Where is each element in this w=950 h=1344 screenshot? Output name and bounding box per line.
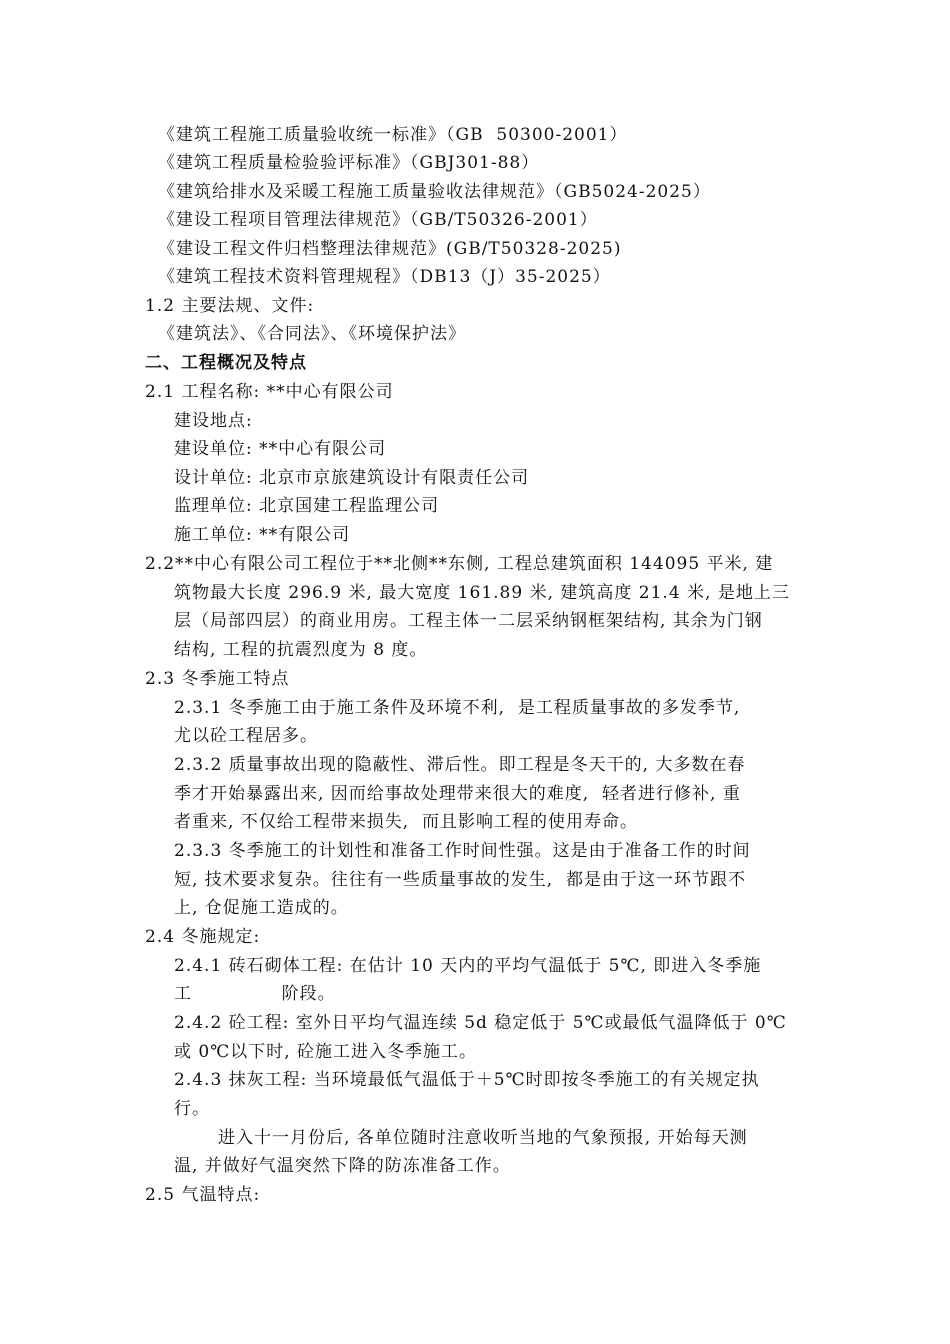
standard-item: 《建筑工程施工质量验收统一标准》（GB 50300-2001） — [158, 125, 628, 145]
standard-item: 《建筑工程质量检验验评标准》（GBJ301-88） — [158, 153, 540, 173]
paragraph-line: 季才开始暴露出来, 因而给事故处理带来很大的难度, 轻者进行修补, 重 — [174, 784, 741, 804]
project-contractor: 施工单位: **有限公司 — [174, 525, 351, 545]
paragraph-line: 2.4.2 砼工程: 室外日平均气温连续 5d 稳定低于 5℃或最低气温降低于 0℃ — [174, 1013, 787, 1033]
paragraph-line: 2.3.3 冬季施工的计划性和准备工作时间性强。这是由于准备工作的时间 — [174, 841, 751, 861]
standard-item: 《建筑给排水及采暖工程施工质量验收法律规范》（GB5024-2025） — [158, 182, 711, 202]
standard-item: 《建筑工程技术资料管理规程》（DB13（J）35-2025） — [158, 267, 611, 287]
paragraph-line: 2.3.2 质量事故出现的隐蔽性、滞后性。即工程是冬天干的, 大多数在春 — [174, 755, 746, 775]
standard-item: 《建设工程文件归档整理法律规范》(GB/T50328-2025) — [158, 239, 622, 259]
laws-list: 《建筑法》、《合同法》、《环境保护法》 — [158, 324, 466, 344]
paragraph-line: 2.3.1 冬季施工由于施工条件及环境不利, 是工程质量事故的多发季节, — [174, 698, 741, 718]
paragraph-line: 上, 仓促施工造成的。 — [174, 898, 349, 918]
paragraph-line: 或 0℃以下时, 砼施工进入冬季施工。 — [174, 1042, 478, 1062]
paragraph-line: 2.2**中心有限公司工程位于**北侧**东侧, 工程总建筑面积 144095 平米, 建 — [145, 554, 774, 574]
paragraph-line: 2.4.3 抹灰工程: 当环境最低气温低于＋5℃时即按冬季施工的有关规定执 — [174, 1070, 760, 1090]
paragraph-line: 温, 并做好气温突然下降的防冻准备工作。 — [174, 1156, 511, 1176]
paragraph-line: 尤以砼工程居多。 — [174, 726, 318, 746]
paragraph-line: 结构, 工程的抗震烈度为 8 度。 — [174, 640, 428, 660]
paragraph-line: 工 阶段。 — [174, 984, 336, 1004]
paragraph-line: 层（局部四层）的商业用房。工程主体一二层采纳钢框架结构, 其余为门钢 — [174, 611, 763, 631]
chapter-heading: 二、工程概况及特点 — [145, 353, 307, 373]
project-supervisor: 监理单位: 北京国建工程监理公司 — [174, 496, 440, 516]
paragraph-line: 筑物最大长度 296.9 米, 最大宽度 161.89 米, 建筑高度 21.4 米, 是地上三 — [174, 583, 790, 603]
section-heading: 2.4 冬施规定: — [145, 927, 261, 947]
project-site: 建设地点: — [174, 411, 253, 431]
paragraph-line: 短, 技术要求复杂。往往有一些质量事故的发生, 都是由于这一环节跟不 — [174, 870, 747, 890]
paragraph-line: 进入十一月份后, 各单位随时注意收听当地的气象预报, 开始每天测 — [218, 1128, 748, 1148]
paragraph-line: 行。 — [174, 1099, 210, 1119]
section-heading: 2.5 气温特点: — [145, 1185, 261, 1205]
project-designer: 设计单位: 北京市京旅建筑设计有限责任公司 — [174, 468, 530, 488]
paragraph-line: 者重来, 不仅给工程带来损失, 而且影响工程的使用寿命。 — [174, 812, 639, 832]
project-owner: 建设单位: **中心有限公司 — [174, 439, 387, 459]
section-heading: 2.3 冬季施工特点 — [145, 669, 290, 689]
section-heading: 1.2 主要法规、文件: — [145, 296, 315, 316]
paragraph-line: 2.4.1 砖石砌体工程: 在估计 10 天内的平均气温低于 5℃, 即进入冬季施 — [174, 956, 762, 976]
standard-item: 《建设工程项目管理法律规范》（GB/T50326-2001） — [158, 210, 598, 230]
project-name: 2.1 工程名称: **中心有限公司 — [145, 382, 394, 402]
